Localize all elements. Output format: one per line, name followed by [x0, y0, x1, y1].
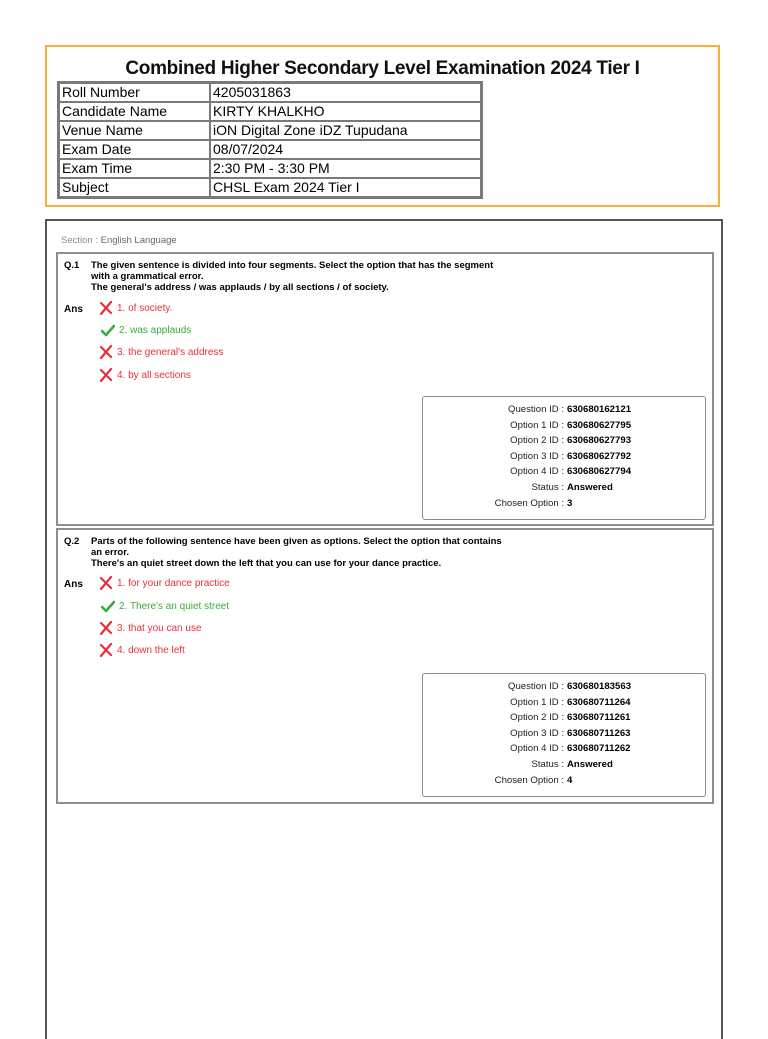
meta-question-id: Question ID : 630680183563	[508, 681, 632, 692]
table-row	[59, 83, 481, 102]
candidate-name-label: Candidate Name	[59, 102, 210, 121]
option-text: 3. that you can use	[117, 622, 202, 634]
cross-icon	[99, 301, 113, 315]
question-card-2	[56, 528, 714, 804]
section-label: Section :	[61, 235, 101, 246]
option-1	[99, 301, 172, 315]
option-2	[101, 599, 229, 613]
option-text: 4. by all sections	[117, 369, 191, 381]
option-4	[99, 643, 185, 657]
option-2	[101, 323, 191, 337]
question-number: Q.1	[64, 260, 80, 271]
subject-label: Subject	[59, 178, 210, 197]
meta-status: Status : Answered	[531, 482, 613, 493]
exam-time-label: Exam Time	[59, 159, 210, 178]
ans-label: Ans	[64, 304, 83, 315]
table-row	[59, 178, 481, 197]
venue-name-value: iON Digital Zone iDZ Tupudana	[210, 121, 481, 140]
question-number: Q.2	[64, 536, 80, 547]
option-text: 4. down the left	[117, 644, 185, 656]
roll-number-value: 4205031863	[210, 83, 481, 102]
meta-option4-id: Option 4 ID : 630680711262	[510, 743, 631, 754]
candidate-info-table	[57, 81, 483, 199]
option-text: 2. was applauds	[119, 324, 192, 336]
exam-date-value: 08/07/2024	[210, 140, 481, 159]
roll-number-label: Roll Number	[59, 83, 210, 102]
meta-option1-id: Option 1 ID : 630680627795	[510, 420, 632, 431]
meta-option3-id: Option 3 ID : 630680627792	[510, 451, 632, 462]
meta-option1-id: Option 1 ID : 630680711264	[510, 697, 631, 708]
check-icon	[101, 599, 115, 613]
cross-icon	[99, 576, 113, 590]
table-row	[59, 159, 481, 178]
question-text-line: The general's address / was applauds / by all sections / of society.	[91, 282, 389, 293]
option-text: 1. for your dance practice	[117, 577, 230, 589]
meta-option2-id: Option 2 ID : 630680627793	[510, 435, 632, 446]
ans-label: Ans	[64, 579, 83, 590]
venue-name-label: Venue Name	[59, 121, 210, 140]
check-icon	[101, 323, 115, 337]
meta-question-id: Question ID : 630680162121	[508, 404, 632, 415]
option-text: 2. There's an quiet street	[119, 600, 230, 612]
response-sheet-panel	[45, 219, 723, 1039]
option-3	[99, 345, 223, 359]
meta-option3-id: Option 3 ID : 630680711263	[510, 728, 631, 739]
meta-option2-id: Option 2 ID : 630680711261	[510, 712, 631, 723]
option-text: 3. the general's address	[117, 346, 224, 358]
section-heading	[61, 235, 177, 246]
question-text-line: The given sentence is divided into four segments. Select the option that has the segment	[91, 260, 494, 271]
meta-option4-id: Option 4 ID : 630680627794	[510, 466, 632, 477]
question-text-line: an error.	[91, 547, 130, 558]
option-3	[99, 621, 202, 635]
question-text	[91, 536, 536, 569]
section-name: English Language	[100, 235, 177, 246]
question-meta-box	[422, 396, 706, 520]
meta-chosen-option: Chosen Option : 4	[494, 775, 573, 786]
exam-time-value: 2:30 PM - 3:30 PM	[210, 159, 481, 178]
question-text	[91, 260, 536, 293]
candidate-name-value: KIRTY KHALKHO	[210, 102, 481, 121]
table-row	[59, 140, 481, 159]
table-row	[59, 102, 481, 121]
exam-title: Combined Higher Secondary Level Examination 2024 Tier I	[125, 58, 640, 79]
table-row	[59, 121, 481, 140]
cross-icon	[99, 621, 113, 635]
question-text-line: There's an quiet street down the left that you can use for your dance practice.	[91, 558, 442, 569]
candidate-info-card	[45, 45, 720, 207]
cross-icon	[99, 345, 113, 359]
option-4	[99, 368, 191, 382]
question-text-line: Parts of the following sentence have been given as options. Select the option that contains	[91, 536, 502, 547]
cross-icon	[99, 643, 113, 657]
option-1	[99, 576, 230, 590]
meta-chosen-option: Chosen Option : 3	[494, 498, 573, 509]
meta-status: Status : Answered	[531, 759, 613, 770]
exam-date-label: Exam Date	[59, 140, 210, 159]
subject-value: CHSL Exam 2024 Tier I	[210, 178, 481, 197]
question-card-1	[56, 252, 714, 526]
question-text-line: with a grammatical error.	[91, 271, 204, 282]
question-meta-box	[422, 673, 706, 797]
option-text: 1. of society.	[117, 302, 173, 314]
cross-icon	[99, 368, 113, 382]
